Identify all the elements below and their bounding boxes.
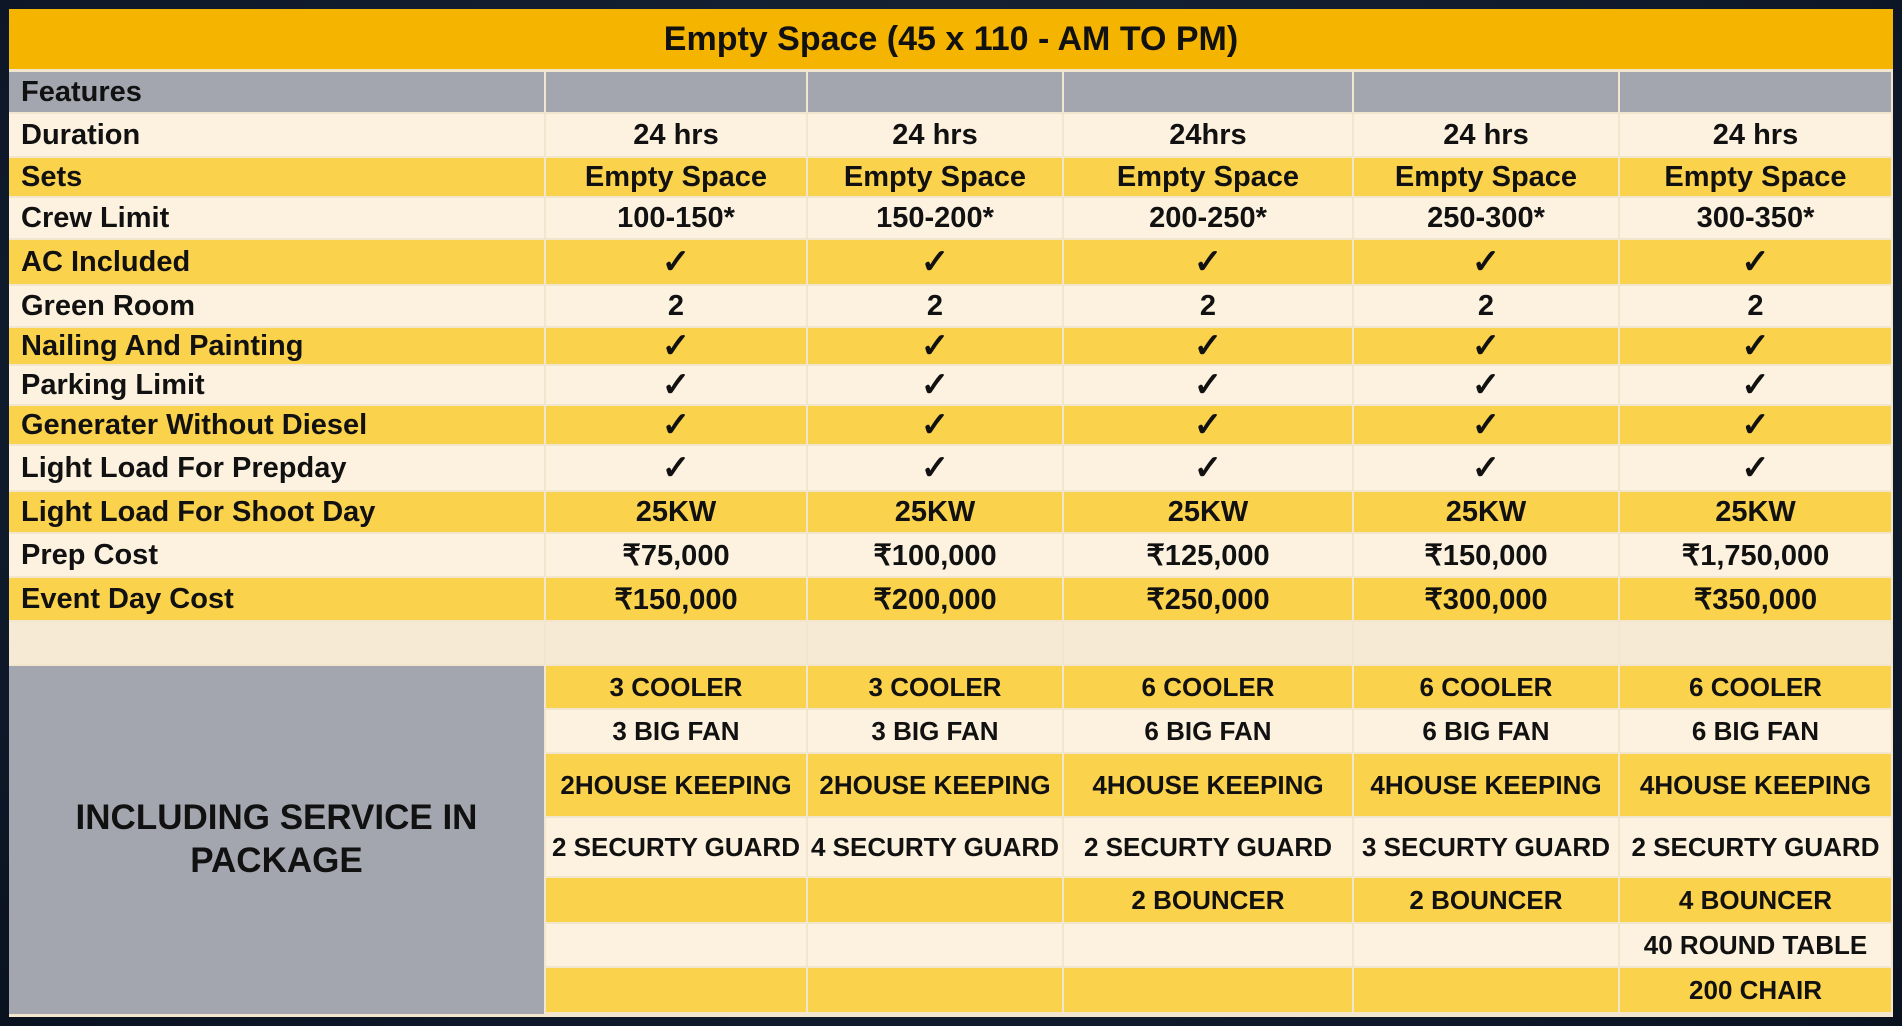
check-icon: ✓ xyxy=(1620,446,1891,490)
check-icon: ✓ xyxy=(546,240,806,284)
table-cell: 25KW xyxy=(808,492,1062,532)
row-label: Crew Limit xyxy=(9,198,544,238)
table-cell: 25KW xyxy=(1354,492,1618,532)
spacer-cell xyxy=(9,622,544,664)
check-icon: ✓ xyxy=(1354,240,1618,284)
service-item: 6 BIG FAN xyxy=(1064,710,1352,752)
table-cell: ₹300,000 xyxy=(1354,578,1618,620)
service-item: 3 SECURTY GUARD xyxy=(1354,818,1618,876)
row-label: Prep Cost xyxy=(9,534,544,576)
spacer-cell xyxy=(1064,622,1352,664)
table-cell: 25KW xyxy=(1064,492,1352,532)
check-icon: ✓ xyxy=(808,328,1062,364)
check-icon: ✓ xyxy=(546,366,806,404)
check-icon: ✓ xyxy=(1064,328,1352,364)
service-item: 6 BIG FAN xyxy=(1354,710,1618,752)
service-item: 40 ROUND TABLE xyxy=(1620,924,1891,966)
table-cell: 2 xyxy=(1354,286,1618,326)
check-icon: ✓ xyxy=(808,366,1062,404)
table-cell: ₹100,000 xyxy=(808,534,1062,576)
table-cell: 25KW xyxy=(546,492,806,532)
row-label: AC Included xyxy=(9,240,544,284)
table-cell: 24 hrs xyxy=(1620,114,1891,156)
table-cell: 100-150* xyxy=(546,198,806,238)
check-icon: ✓ xyxy=(808,406,1062,444)
table-cell: ₹75,000 xyxy=(546,534,806,576)
services-label: INCLUDING SERVICE IN PACKAGE xyxy=(9,666,544,1014)
check-icon: ✓ xyxy=(1354,406,1618,444)
table-cell: ₹150,000 xyxy=(1354,534,1618,576)
spacer-cell xyxy=(1354,622,1618,664)
service-item: 3 BIG FAN xyxy=(808,710,1062,752)
service-item xyxy=(546,878,806,922)
service-item: 2 BOUNCER xyxy=(1354,878,1618,922)
table-cell: Empty Space xyxy=(1354,158,1618,196)
check-icon: ✓ xyxy=(546,406,806,444)
service-item xyxy=(1064,968,1352,1012)
table-cell: Empty Space xyxy=(546,158,806,196)
table-cell: 2 xyxy=(1620,286,1891,326)
table-cell: ₹350,000 xyxy=(1620,578,1891,620)
table-cell: ₹1,750,000 xyxy=(1620,534,1891,576)
service-item: 4HOUSE KEEPING xyxy=(1354,754,1618,816)
service-item: 2HOUSE KEEPING xyxy=(546,754,806,816)
check-icon: ✓ xyxy=(1354,366,1618,404)
service-item xyxy=(808,924,1062,966)
service-item: 2 SECURTY GUARD xyxy=(1620,818,1891,876)
features-header-cell xyxy=(1354,72,1618,112)
features-header-cell xyxy=(1064,72,1352,112)
table-cell: ₹250,000 xyxy=(1064,578,1352,620)
table-cell: Empty Space xyxy=(1620,158,1891,196)
row-label: Light Load For Shoot Day xyxy=(9,492,544,532)
row-label: Sets xyxy=(9,158,544,196)
service-item: 6 BIG FAN xyxy=(1620,710,1891,752)
row-label: Duration xyxy=(9,114,544,156)
service-item xyxy=(808,878,1062,922)
table-cell: 25KW xyxy=(1620,492,1891,532)
table-cell: ₹200,000 xyxy=(808,578,1062,620)
service-item: 4HOUSE KEEPING xyxy=(1620,754,1891,816)
row-label: Green Room xyxy=(9,286,544,326)
service-item: 200 CHAIR xyxy=(1620,968,1891,1012)
table-cell: Empty Space xyxy=(1064,158,1352,196)
service-item xyxy=(1354,924,1618,966)
service-item: 2 SECURTY GUARD xyxy=(1064,818,1352,876)
check-icon: ✓ xyxy=(546,446,806,490)
table-cell: 24 hrs xyxy=(1354,114,1618,156)
service-item: 2 SECURTY GUARD xyxy=(546,818,806,876)
table-cell: 24hrs xyxy=(1064,114,1352,156)
check-icon: ✓ xyxy=(808,240,1062,284)
check-icon: ✓ xyxy=(1354,446,1618,490)
check-icon: ✓ xyxy=(1064,240,1352,284)
service-item: 2HOUSE KEEPING xyxy=(808,754,1062,816)
table-cell: 300-350* xyxy=(1620,198,1891,238)
table-cell: 2 xyxy=(546,286,806,326)
row-label: Generater Without Diesel xyxy=(9,406,544,444)
table-cell: Empty Space xyxy=(808,158,1062,196)
row-label: Light Load For Prepday xyxy=(9,446,544,490)
service-item xyxy=(1064,924,1352,966)
spacer-cell xyxy=(808,622,1062,664)
service-item: 3 COOLER xyxy=(808,666,1062,708)
service-item: 2 BOUNCER xyxy=(1064,878,1352,922)
check-icon: ✓ xyxy=(1064,446,1352,490)
service-item: 4 SECURTY GUARD xyxy=(808,818,1062,876)
service-item: 6 COOLER xyxy=(1620,666,1891,708)
check-icon: ✓ xyxy=(1620,406,1891,444)
check-icon: ✓ xyxy=(1620,240,1891,284)
service-item: 6 COOLER xyxy=(1064,666,1352,708)
check-icon: ✓ xyxy=(1620,366,1891,404)
service-item xyxy=(808,968,1062,1012)
table-cell: 24 hrs xyxy=(546,114,806,156)
table-cell: 250-300* xyxy=(1354,198,1618,238)
service-item: 3 COOLER xyxy=(546,666,806,708)
table-cell: 2 xyxy=(808,286,1062,326)
check-icon: ✓ xyxy=(1354,328,1618,364)
check-icon: ✓ xyxy=(1064,366,1352,404)
table-title: Empty Space (45 x 110 - AM TO PM) xyxy=(9,9,1893,69)
features-header-cell xyxy=(808,72,1062,112)
table-cell: 24 hrs xyxy=(808,114,1062,156)
features-header: Features xyxy=(9,72,544,112)
features-header-cell xyxy=(1620,72,1891,112)
features-header-cell xyxy=(546,72,806,112)
table-cell: 150-200* xyxy=(808,198,1062,238)
service-item xyxy=(546,924,806,966)
check-icon: ✓ xyxy=(1620,328,1891,364)
check-icon: ✓ xyxy=(1064,406,1352,444)
table-cell: ₹125,000 xyxy=(1064,534,1352,576)
service-item: 4 BOUNCER xyxy=(1620,878,1891,922)
table-cell: ₹150,000 xyxy=(546,578,806,620)
check-icon: ✓ xyxy=(808,446,1062,490)
pricing-table xyxy=(9,9,1893,1017)
service-item: 6 COOLER xyxy=(1354,666,1618,708)
row-label: Parking Limit xyxy=(9,366,544,404)
service-item: 3 BIG FAN xyxy=(546,710,806,752)
spacer-cell xyxy=(546,622,806,664)
spacer-cell xyxy=(1620,622,1891,664)
table-cell: 2 xyxy=(1064,286,1352,326)
row-label: Nailing And Painting xyxy=(9,328,544,364)
row-label: Event Day Cost xyxy=(9,578,544,620)
service-item xyxy=(546,968,806,1012)
service-item: 4HOUSE KEEPING xyxy=(1064,754,1352,816)
table-cell: 200-250* xyxy=(1064,198,1352,238)
service-item xyxy=(1354,968,1618,1012)
check-icon: ✓ xyxy=(546,328,806,364)
